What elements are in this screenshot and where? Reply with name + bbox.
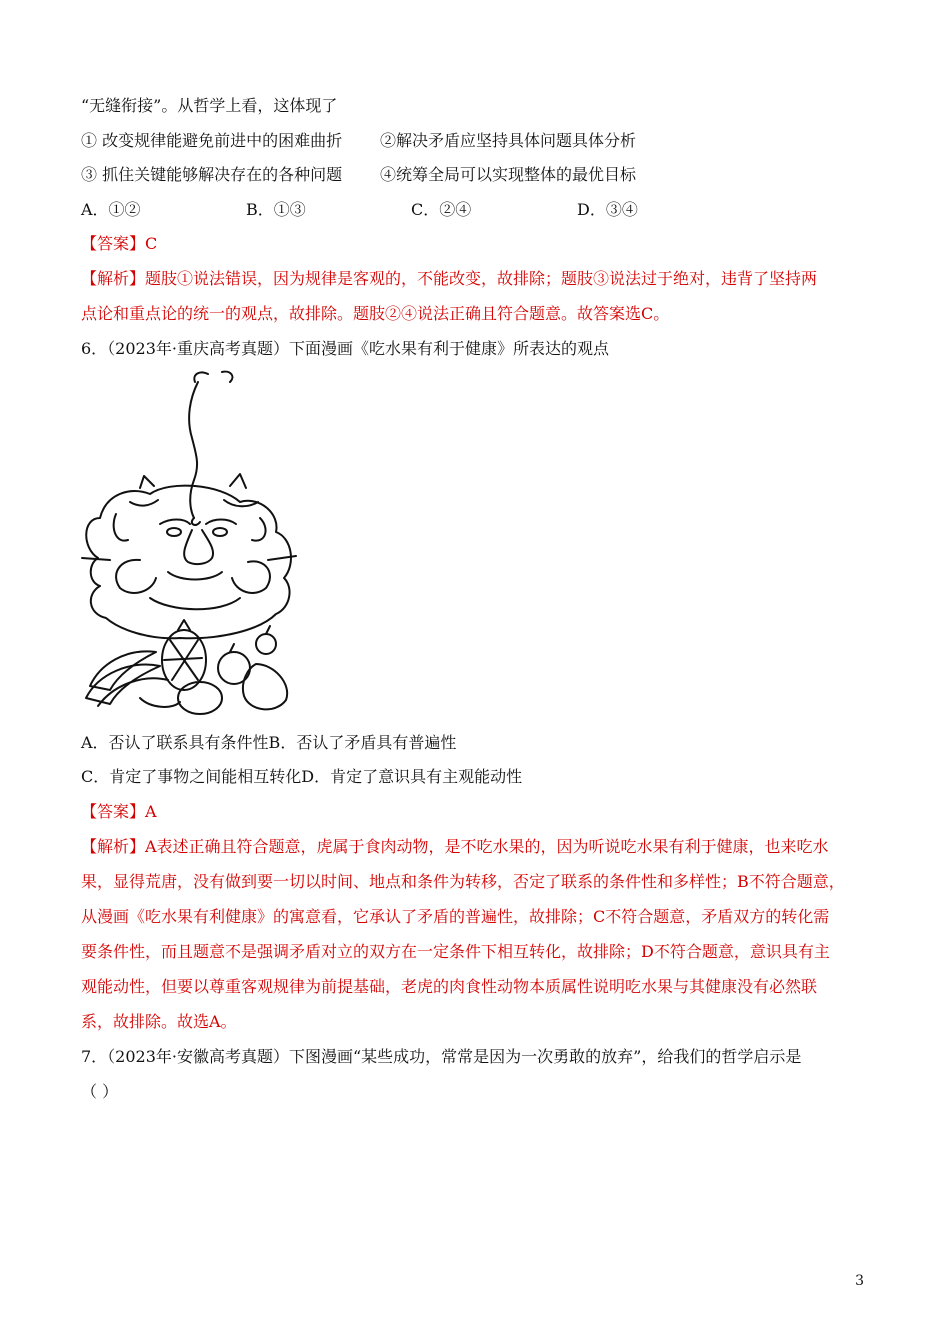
q6-analysis-line-1: 【解析】A表述正确且符合题意，虎属于食肉动物，是不吃水果的，因为听说吃水果有利于健康，也来吃水 xyxy=(81,837,829,856)
q5-analysis-line-2: 点论和重点论的统一的观点，故排除。题肢②④说法正确且符合题意。故答案选C。 xyxy=(81,304,670,323)
q5-item-2: ②解决矛盾应坚持具体问题具体分析 xyxy=(380,131,637,150)
q7-stem: 7．（2023年·安徽高考真题）下图漫画“某些成功，常常是因为一次勇敢的放弃”，给我们的哲学启示是 xyxy=(81,1047,802,1066)
cartoon-tiger-fruit xyxy=(80,368,300,718)
q6-analysis-line-2: 果，显得荒唐，没有做到要一切以时间、地点和条件为转移，否定了联系的条件性和多样性；B不符合题意， xyxy=(81,872,845,891)
q5-analysis-line-1: 【解析】题肢①说法错误，因为规律是客观的，不能改变，故排除；题肢③说法过于绝对，违背了坚持两 xyxy=(81,269,818,288)
q6-analysis-line-6: 系，故排除。故选A。 xyxy=(81,1012,237,1031)
page-number: 3 xyxy=(855,1273,864,1289)
q6-analysis-line-3: 从漫画《吃水果有利健康》的寓意看，它承认了矛盾的普遍性，故排除；C不符合题意，矛盾双方的转化需 xyxy=(81,907,830,926)
q6-analysis-line-5: 观能动性，但要以尊重客观规律为前提基础，老虎的肉食性动物本质属性说明吃水果与其健康没有必然联 xyxy=(81,977,818,996)
q5-item-1: ① 改变规律能避免前进中的困难曲折 xyxy=(81,131,343,150)
q7-answer-paren: （ ） xyxy=(81,1082,119,1101)
q5-option-c: C．②④ xyxy=(411,200,472,219)
q6-options-line-1: A．否认了联系具有条件性B．否认了矛盾具有普遍性 xyxy=(81,733,457,752)
q5-item-3: ③ 抓住关键能够解决存在的各种问题 xyxy=(81,165,343,184)
q5-answer: 【答案】C xyxy=(81,234,158,253)
q5-option-a: A．①② xyxy=(81,200,141,219)
q6-analysis-line-4: 要条件性，而且题意不是强调矛盾对立的双方在一定条件下相互转化，故排除；D不符合题意，意识具有主 xyxy=(81,942,830,961)
q5-item-4: ④统筹全局可以实现整体的最优目标 xyxy=(380,165,637,184)
q6-stem: 6．（2023年·重庆高考真题）下面漫画《吃水果有利于健康》所表达的观点 xyxy=(81,339,609,358)
q5-option-b: B．①③ xyxy=(246,200,306,219)
q5-stem-tail: “无缝衔接”。从哲学上看，这体现了 xyxy=(81,96,338,115)
q6-options-line-2: C．肯定了事物之间能相互转化D．肯定了意识具有主观能动性 xyxy=(81,767,523,786)
q6-answer: 【答案】A xyxy=(81,802,157,821)
q5-option-d: D．③④ xyxy=(577,200,638,219)
